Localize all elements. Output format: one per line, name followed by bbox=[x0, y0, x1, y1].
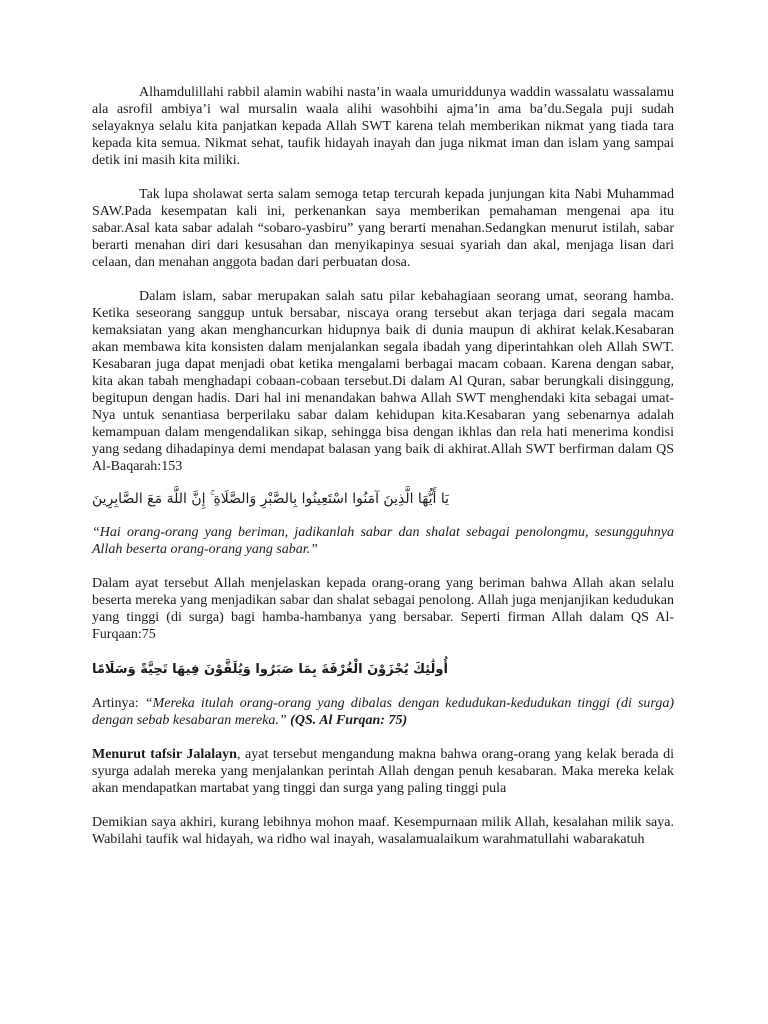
arabic-verse-baqarah: يَا أَيُّهَا الَّذِينَ آمَنُوا اسْتَعِينُوا بِالصَّبْرِ وَالصَّلَاةِ ۚ إِنَّ اللَّهَ مَعَ الصَّابِرِينَ bbox=[92, 491, 450, 507]
tafsir-lead: Menurut tafsir Jalalayn bbox=[92, 747, 237, 762]
translation-baqarah: “Hai orang-orang yang beriman, jadikanlah sabar dan shalat sebagai penolongmu, sesungguhnya Allah beserta orang-orang yang sabar.” bbox=[92, 525, 674, 557]
translation-furqan-text: “Mereka itulah orang-orang yang dibalas dengan kedudukan-kedudukan tinggi (di surga) dengan sebab kesabaran mereka.” bbox=[92, 696, 674, 728]
arabic-verse-furqan: أُولَٰئِكَ يُجْزَوْنَ الْغُرْفَةَ بِمَا صَبَرُوا وَيُلَقَّوْنَ فِيهَا تَحِيَّةً وَسَلَامًا bbox=[92, 662, 448, 677]
tafsir-text: , ayat tersebut mengandung makna bahwa orang-orang yang kelak berada di syurga adalah mereka yang menjalankan perintah Allah dengan penuh kesabaran. Maka mereka kelak akan mendapatkan martabat yang tinggi dan surga yang paling tinggi pula bbox=[92, 747, 674, 796]
paragraph-opening: Alhamdulillahi rabbil alamin wabihi nasta’in waala umuriddunya waddin wassalatu wassalamu ala asrofil ambiya’i wal mursalin waala alihi wasohbihi ajma’in ama ba’du.Segala puji sudah selayaknya selalu kita panjatkan kepada Allah SWT karena telah memberikan nikmat yang tiada tara kepada kita semua. Nikmat sehat, taufik hidayah inayah dan juga nikmat iman dan islam yang sampai detik ini masih kita miliki. bbox=[92, 85, 674, 168]
paragraph-explanation: Dalam ayat tersebut Allah menjelaskan kepada orang-orang yang beriman bahwa Allah akan selalu beserta mereka yang menjadikan sabar dan shalat sebagai penolong. Allah juga menjanjikan kedudukan yang tinggi (di surga) bagi hamba-hambanya yang bersabar. Seperti firman Allah dalam QS Al-Furqaan:75 bbox=[92, 576, 674, 642]
paragraph-sholawat: Tak lupa sholawat serta salam semoga tetap tercurah kepada junjungan kita Nabi Muhammad SAW.Pada kesempatan kali ini, perkenankan saya memberikan pemahaman mengenai apa itu sabar.Asal kata sabar adalah “sobaro-yasbiru” yang berarti menahan.Sedangkan menurut istilah, sabar berarti menahan diri dari kesusahan dan menyikapinya sesuai syariah dan akal, menjaga lisan dari celaan, dan menahan anggota badan dari perbuatan dosa. bbox=[92, 187, 674, 270]
translation-prefix: Artinya: bbox=[92, 696, 145, 711]
translation-furqan bbox=[92, 695, 674, 729]
document-page bbox=[92, 84, 674, 848]
verse-reference: (QS. Al Furqan: 75) bbox=[290, 713, 408, 728]
paragraph-closing: Demikian saya akhiri, kurang lebihnya mohon maaf. Kesempurnaan milik Allah, kesalahan milik saya. Wabilahi taufik wal hidayah, wa ridho wal inayah, wasalamualaikum warahmatullahi wabarakatuh bbox=[92, 815, 674, 847]
paragraph-sabar-islam: Dalam islam, sabar merupakan salah satu pilar kebahagiaan seorang umat, seorang hamba. Ketika seseorang sanggup untuk bersabar, niscaya orang tersebut akan terjaga dari segala macam kemaksiatan yang akan menghancurkan hidupnya baik di dunia maupun di akhirat kelak.Kesabaran akan membawa kita konsisten dalam menjalankan segala ibadah yang diperintahkan oleh Allah SWT. Kesabaran juga dapat menjadi obat ketika mengalami berbagai macam cobaan. Karena dengan sabar, kita akan tabah menghadapi cobaan-cobaan tersebut.Di dalam Al Quran, sabar berungkali disinggung, begitupun dengan hadis. Dari hal ini menandakan bahwa Allah SWT menghendaki kita sebagai umat-Nya untuk senantiasa berperilaku sabar dalam kehidupan kita.Kesabaran yang sebenarnya adalah kemampuan dalam mengendalikan sikap, sehingga bisa dengan ikhlas dan rela hati menerima kondisi yang sedang dihadapinya demi mendapat balasan yang baik di akhirat.Allah SWT berfirman dalam QS Al-Baqarah:153 bbox=[92, 289, 674, 474]
paragraph-tafsir bbox=[92, 746, 674, 797]
